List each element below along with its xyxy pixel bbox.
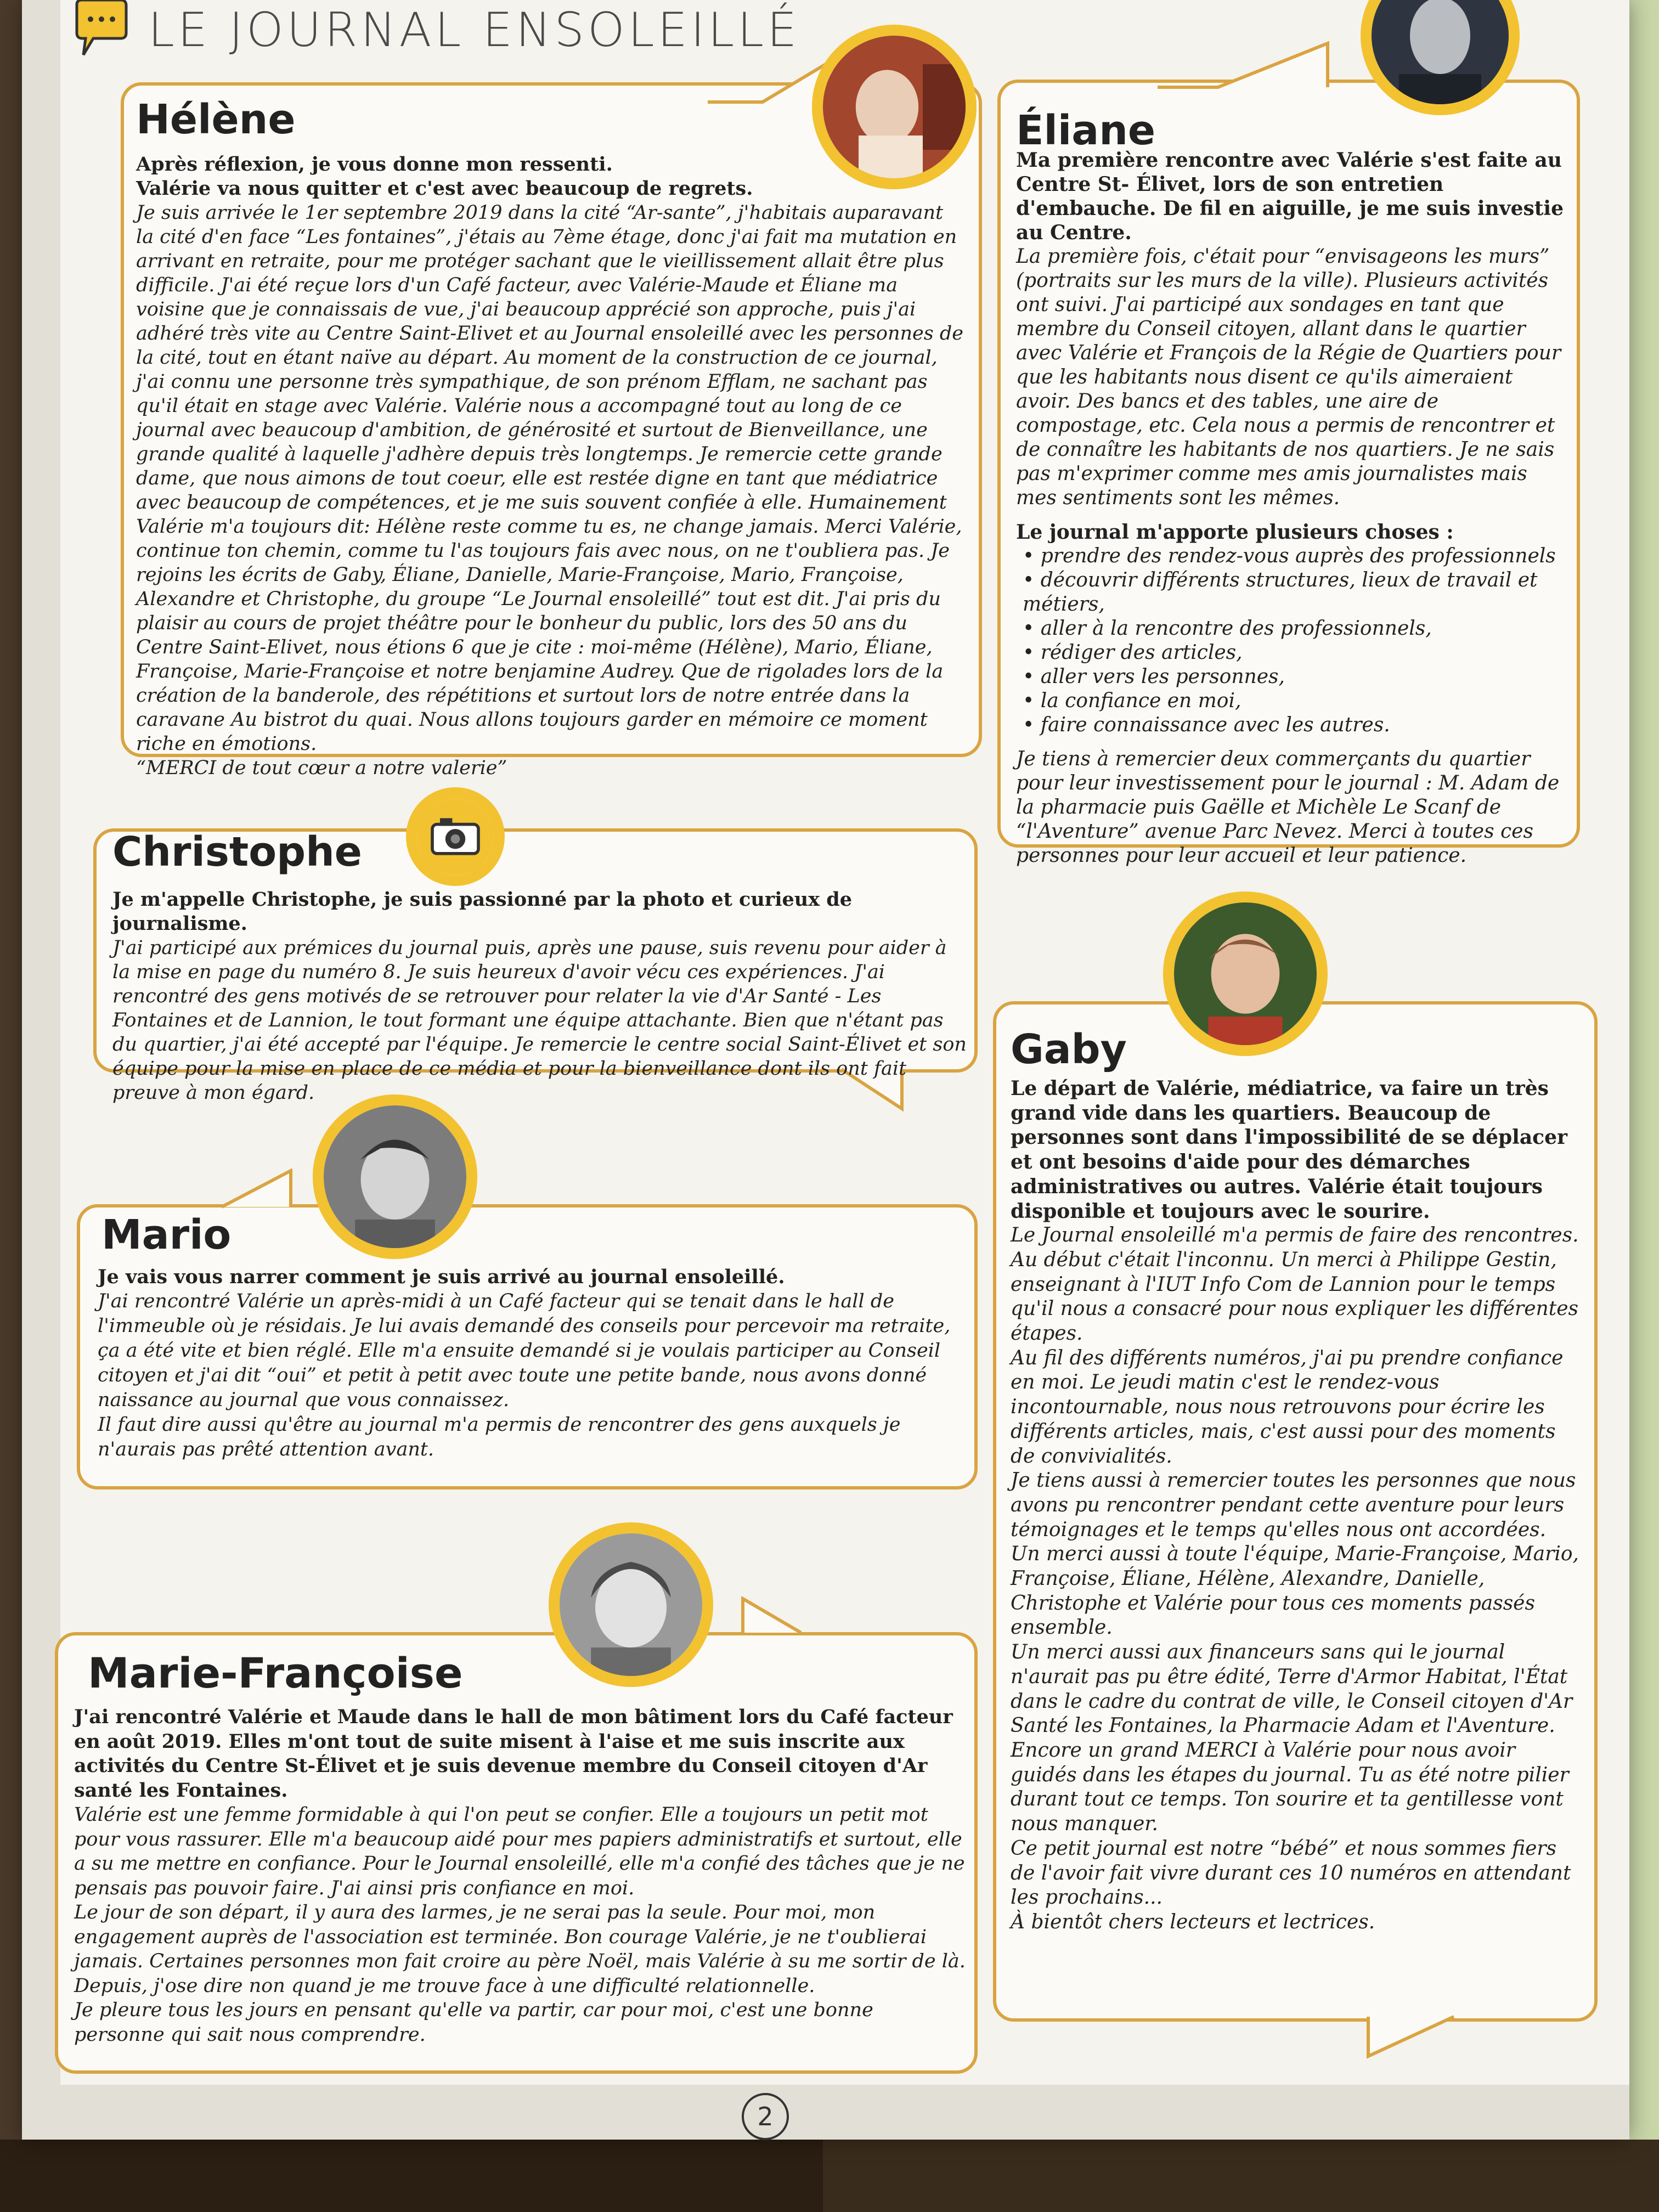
gaby-paragraph: Un merci aussi aux financeurs sans qui le journal n'aurait pas pu être édité, Terre d'Armor Habitat, l'État dans le cadre du contrat de ville, le Conseil citoyen d'Ar Santé les Fontaines, la Pharmacie Adam et l'Aventure. bbox=[1011, 1641, 1573, 1737]
mario-name: Mario bbox=[101, 1211, 232, 1259]
gaby-paragraph: À bientôt chers lecteurs et lectrices. bbox=[1011, 1910, 1375, 1933]
gaby-paragraph: Je tiens aussi à remercier toutes les personnes que nous avons pu rencontrer pendant cette aventure pour leurs témoignages et le temps qu'elles nous ont accordées. bbox=[1011, 1469, 1576, 1541]
gaby-text bbox=[1011, 1076, 1581, 1935]
background-strip bbox=[1629, 0, 1659, 2140]
gaby-portrait bbox=[1163, 891, 1328, 1056]
eliane-intro: Ma première rencontre avec Valérie s'est faite au Centre St- Élivet, lors de son entretien d'embauche. De fil en aiguille, je me suis investie au Centre. bbox=[1016, 149, 1564, 244]
gaby-paragraph: Encore un grand MERCI à Valérie pour nous avoir guidés dans les étapes du journal. Tu as été notre pilier durant tout ce temps. Ton sourire et ta gentillesse vont nous manquer. bbox=[1011, 1739, 1569, 1836]
marie-francoise-story-2: Le jour de son départ, il y aura des larmes, je ne serai pas la seule. Pour moi, mon engagement auprès de l'association est terminée. Bon courage Valérie, je ne t'oublierai jamais. Certaines personnes mon fait croire au père Noël, mais Valérie à su me sortir de là. Depuis, j'ose dire non quand je me trouve face à une difficulté relationnelle. bbox=[74, 1901, 966, 1997]
list-item: • la confiance en moi, bbox=[1023, 689, 1565, 713]
floor-right bbox=[823, 2140, 1659, 2212]
eliane-list bbox=[1016, 544, 1565, 737]
list-item: • rédiger des articles, bbox=[1023, 641, 1565, 665]
marie-francoise-text bbox=[74, 1705, 968, 2047]
eliane-bubble-tail bbox=[1152, 41, 1339, 91]
gaby-intro: Le départ de Valérie, médiatrice, va faire un très grand vide dans les quartiers. Beaucoup de personnes sont dans l'impossibilité de se déplacer et ont besoins d'aide pour des démarches administratives ou autres. Valérie était toujours disponible et toujours avec le sourire. bbox=[1011, 1077, 1567, 1223]
helene-story: Je suis arrivée le 1er septembre 2019 dans la cité “Ar-sante”, j'habitais auparavant la cité d'en face “Les fontaines”, j'étais au 7ème étage, donc j'ai fait ma mutation en arrivant en retraite, pour me protéger sachant que le vieillissement allait être plus difficile. J'ai été reçue lors d'un Café facteur, avec Valérie-Maude et Éliane ma voisine que je connaissais de vue, j'ai beaucoup apprécié son approche, puis j'ai adhéré très vite au Centre Saint-Elivet et au Journal ensoleillé avec les personnes de la cité, tout en étant naïve au départ. Au moment de la construction de ce journal, j'ai connu une personne très sympathique, de son prénom Efflam, ne sachant pas qu'il était en stage avec Valérie. Valérie nous a accompagné tout au long de ce journal avec beaucoup d'ambition, de générosité et surtout de Bienveillance, une grande qualité à laquelle j'adhère depuis très longtemps. Je remercie cette grande dame, que nous aimons de tout coeur, elle est restée digne en tant que médiatrice avec beaucoup de compétences, et je me suis souvent confiée à elle. Humainement Valérie m'a toujours dit: Hélène reste comme tu es, ne change jamais. Merci Valérie, continue ton chemin, comme tu l'as toujours fais avec nous, on ne t'oubliera pas. Je rejoins les écrits de Gaby, Éliane, Danielle, Marie-Françoise, Mario, Françoise, Alexandre et Christophe, du groupe “Le Journal ensoleillé” tout est dit. J'ai pris du plaisir au cours de projet théâtre pour le bonheur du public, lors des 50 ans du Centre Saint-Elivet, nous étions 6 que je cite : moi-même (Hélène), Mario, Éliane, Françoise, Marie-Françoise et notre benjamine Audrey. Que de rigolades lors de la création de la banderole, des répétitions et surtout lors de notre entrée dans la caravane Au bistrot du quai. Nous allons toujours garder en mémoire ce moment riche en émotions. bbox=[136, 202, 963, 755]
floor bbox=[0, 2140, 823, 2212]
eliane-list-title: Le journal m'apporte plusieurs choses : bbox=[1016, 521, 1454, 544]
helene-closing: “MERCI de tout cœur a notre valerie” bbox=[136, 757, 507, 779]
list-item: • aller vers les personnes, bbox=[1023, 665, 1565, 689]
gaby-paragraph: Ce petit journal est notre “bébé” et nous sommes fiers de l'avoir fait vivre durant ces 10 numéros en attendant les prochains... bbox=[1011, 1837, 1571, 1909]
mario-intro: Je vais vous narrer comment je suis arrivé au journal ensoleillé. bbox=[98, 1266, 785, 1288]
mario-story-1: J'ai rencontré Valérie un après-midi à un Café facteur qui se tenait dans le hall de l'immeuble où je résidais. Je lui avais demandé des conseils pour percevoir ma retraite, ça a été vite et bien réglé. Elle m'a ensuite demandé si je voulais participer au Conseil citoyen et j'ai dit “oui” et petit à petit avec toute une petite bande, nous avons donné naissance au journal que vous connaissez. bbox=[98, 1290, 951, 1411]
speech-bubble-icon bbox=[71, 0, 132, 60]
paper-border-bottom bbox=[22, 2085, 1629, 2140]
mario-text bbox=[98, 1265, 964, 1462]
eliane-text bbox=[1016, 148, 1565, 868]
camera-icon bbox=[417, 798, 494, 875]
list-item: • aller à la rencontre des professionnels, bbox=[1023, 617, 1565, 641]
marie-francoise-portrait bbox=[549, 1522, 713, 1687]
christophe-text bbox=[112, 888, 968, 1105]
page-number: 2 bbox=[742, 2093, 789, 2140]
mario-story-2: Il faut dire aussi qu'être au journal m'a permis de rencontrer des gens auxquels je n'aurais pas prêté attention avant. bbox=[98, 1414, 901, 1460]
gaby-paragraph: Au fil des différents numéros, j'ai pu prendre confiance en moi. Le jeudi matin c'est le rendez-vous incontournable, nous nous retrouvons pour écrire les différents articles, mais, c'est aussi pour des moments de convivialités. bbox=[1011, 1346, 1564, 1468]
gaby-paragraph: Un merci aussi à toute l'équipe, Marie-Françoise, Mario, Françoise, Éliane, Hélène, Alexandre, Danielle, Christophe et Valérie pour tous ces moments passés ensemble. bbox=[1011, 1543, 1579, 1639]
list-item: • faire connaissance avec les autres. bbox=[1023, 713, 1565, 737]
helene-intro-1: Après réflexion, je vous donne mon ressenti. bbox=[136, 153, 613, 176]
helene-name: Hélène bbox=[136, 96, 296, 143]
gaby-name: Gaby bbox=[1011, 1026, 1127, 1073]
christophe-intro: Je m'appelle Christophe, je suis passionné par la photo et curieux de journalisme. bbox=[112, 888, 853, 935]
mario-portrait bbox=[313, 1094, 477, 1259]
mario-bubble-tail bbox=[219, 1169, 318, 1210]
list-item: • découvrir différents structures, lieux de travail et métiers, bbox=[1023, 568, 1565, 617]
masthead-title: LE JOURNAL ENSOLEILLÉ bbox=[148, 3, 800, 58]
helene-text bbox=[136, 153, 964, 780]
christophe-name: Christophe bbox=[112, 828, 362, 876]
eliane-closing: Je tiens à remercier deux commerçants du quartier pour leur investissement pour le journal : M. Adam de la pharmacie puis Gaëlle et Michèle Le Scanf de “l'Aventure” avenue Parc Nevez. Merci à toutes ces personnes pour leur accueil et leur patience. bbox=[1016, 748, 1560, 867]
marie-francoise-name: Marie-Françoise bbox=[88, 1649, 463, 1697]
marie-francoise-story-1: Valérie est une femme formidable à qui l'on peut se confier. Elle a toujours un petit mot pour vous rassurer. Elle m'a beaucoup aidé pour mes papiers administratifs et surtout, elle a su me mettre en confiance. Pour le Journal ensoleillé, elle m'a confié des tâches que je ne pensais pas pouvoir faire. J'ai ainsi pris confiance en moi. bbox=[74, 1804, 965, 1899]
marie-francoise-bubble-tail bbox=[735, 1596, 817, 1636]
marie-francoise-story-3: Je pleure tous les jours en pensant qu'elle va partir, car pour moi, c'est une bonne personne qui sait nous comprendre. bbox=[74, 1999, 873, 2046]
marie-francoise-intro: J'ai rencontré Valérie et Maude dans le hall de mon bâtiment lors du Café facteur en août 2019. Elles m'ont tout de suite misent à l'aise et me suis inscrite aux activités du Centre St-Élivet et je suis devenue membre du Conseil citoyen d'Ar santé les Fontaines. bbox=[74, 1706, 953, 1802]
masthead bbox=[71, 0, 800, 60]
eliane-story: La première fois, c'était pour “envisageons les murs” (portraits sur les murs de la ville). Plusieurs activités ont suivi. J'ai participé aux sondages en tant que membre du Conseil citoyen, allant dans le quartier avec Valérie et François de la Régie de Quartiers pour que les habitants nous disent ce qu'ils aimeraient avoir. Des bancs et des tables, une aire de compostage, etc. Cela nous a permis de rencontrer et de connaître les habitants de nos quartiers. Je ne sais pas m'exprimer comme mes amis journalistes mais mes sentiments sont les mêmes. bbox=[1016, 245, 1561, 509]
helene-intro-2: Valérie va nous quitter et c'est avec beaucoup de regrets. bbox=[136, 177, 753, 200]
gaby-paragraph: Le Journal ensoleillé m'a permis de faire des rencontres. Au début c'était l'inconnu. Un merci à Philippe Gestin, enseignant à l'IUT Info Com de Lannion pour le temps qu'il nous a consacré pour nous expliquer les différentes étapes. bbox=[1011, 1224, 1579, 1345]
list-item: • prendre des rendez-vous auprès des professionnels bbox=[1023, 544, 1565, 568]
christophe-camera-badge bbox=[406, 787, 505, 886]
christophe-story: J'ai participé aux prémices du journal puis, après une pause, suis revenu pour aider à la mise en page du numéro 8. Je suis heureux d'avoir vécu ces expériences. J'ai rencontré des gens motivés de se retrouver pour relater la vie d'Ar Santé - Les Fontaines et de Lannion, le tout formant une équipe attachante. Bien que n'étant pas du quartier, j'ai été accepté par l'équipe. Je remercie le centre social Saint-Élivet et son équipe pour la mise en place de ce média et pour la bienveillance dont ils ont fait preuve à mon égard. bbox=[112, 937, 967, 1104]
gaby-bubble-tail bbox=[1366, 2013, 1465, 2060]
eliane-name: Éliane bbox=[1016, 107, 1156, 154]
